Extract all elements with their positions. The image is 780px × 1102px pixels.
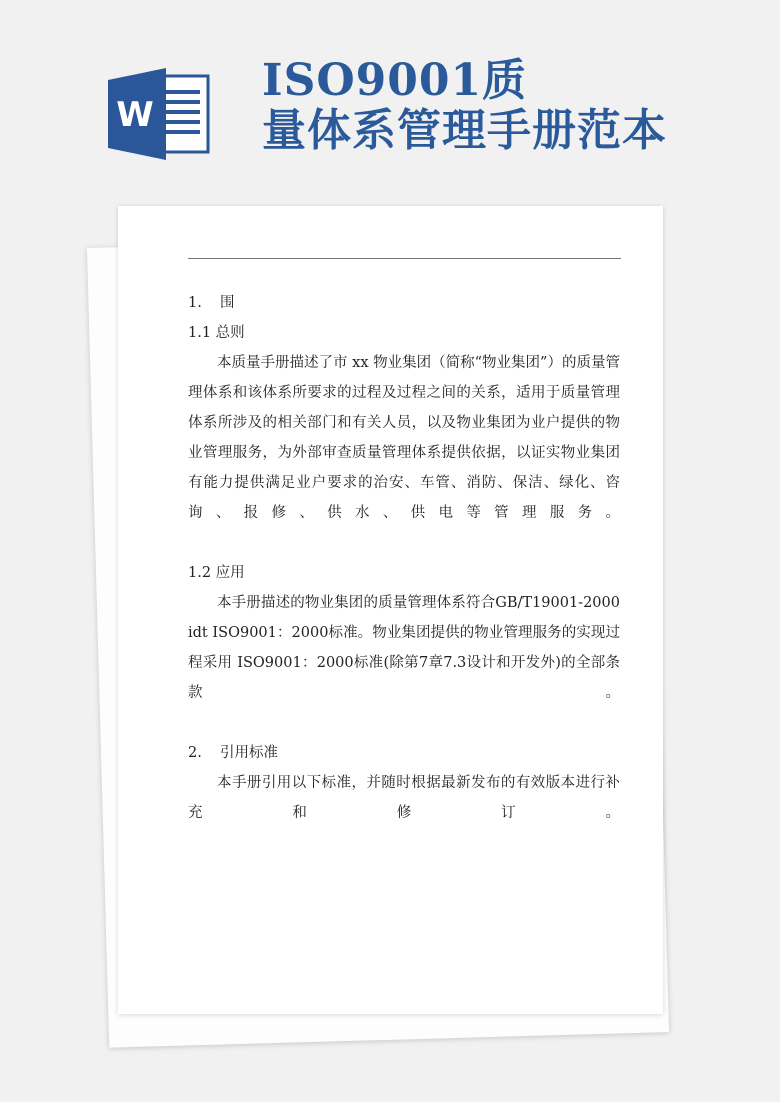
word-document-icon — [108, 68, 212, 160]
subsection-1-1-heading: 1.1 总则 — [188, 325, 245, 341]
paragraph-references: 本手册引用以下标准，并随时根据最新发布的有效版本进行补充和修订。 — [188, 775, 620, 821]
word-logo-letter: W — [116, 95, 154, 135]
paragraph-application: 本手册描述的物业集团的质量管理体系符合GB/T19001-2000 idt ISO9001：2000标准。物业集团提供的物业管理服务的实现过程采用 ISO9001：2000标准(除第7章7.3设计和开发外)的全部条款。 — [188, 595, 620, 701]
document-page — [118, 206, 663, 1014]
section-1-title: 围 — [220, 295, 235, 311]
subsection-1-2-heading: 1.2 应用 — [188, 565, 245, 581]
section-2-heading — [188, 738, 620, 768]
document-body — [188, 288, 620, 828]
paragraph-general: 本质量手册描述了市 xx 物业集团（简称“物业集团”）的质量管理体系和该体系所要求的过程及过程之间的关系，适用于质量管理体系所涉及的相关部门和有关人员，以及物业集团为业户提供的物业管理服务，为外部审查质量管理体系提供依据，以证实物业集团有能力提供满足业户要求的治安、车管、消防、保洁、绿化、咨询、报修、供水、供电等管理服务。 — [188, 355, 620, 521]
section-1-number: 1. — [188, 295, 202, 311]
section-1-heading — [188, 288, 620, 318]
page-title: ISO9001质 量体系管理手册范本 — [262, 55, 667, 156]
section-2-number: 2. — [188, 745, 202, 761]
section-2-title: 引用标准 — [220, 745, 278, 761]
header-rule — [188, 258, 621, 259]
